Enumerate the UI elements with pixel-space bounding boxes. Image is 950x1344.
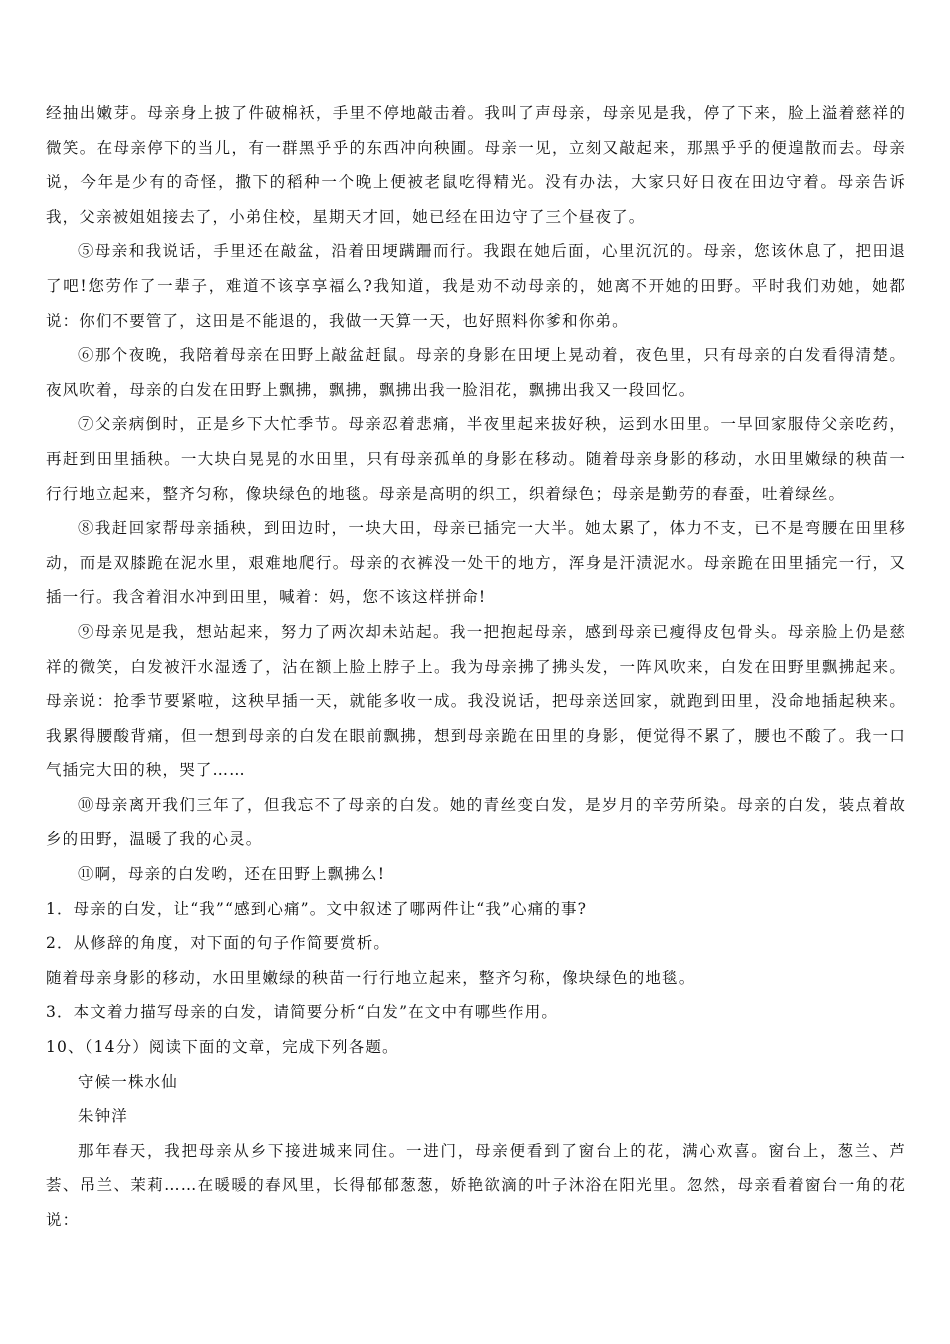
article-author: 朱钟洋	[78, 1107, 128, 1126]
paragraph-7: ⑦父亲病倒时，正是乡下大忙季节。母亲忍着悲痛，半夜里起来拔好秧，运到水田里。一早回家服侍父亲吃药，再赶到田里插秧。一大块白晃晃的水田里，只有母亲孤单的身影在移动。随着母亲身影的移动，水田里嫩绿的秧苗一行行地立起来，整齐匀称，像块绿色的地毯。母亲是高明的织工，织着绿色；母亲是勤劳的春蚕，吐着绿丝。	[46, 415, 906, 503]
question-3: 3．本文着力描写母亲的白发，请简要分析“白发”在文中有哪些作用。	[46, 1003, 559, 1022]
question-2-sentence: 随着母亲身影的移动，水田里嫩绿的秧苗一行行地立起来，整齐匀称，像块绿色的地毯。	[46, 968, 696, 987]
article-paragraph-1: 那年春天，我把母亲从乡下接进城来同住。一进门，母亲便看到了窗台上的花，满心欢喜。窗台上，葱兰、芦荟、吊兰、茉莉……在暖暖的春风里，长得郁郁葱葱，娇艳欲滴的叶子沐浴在阳光里。忽然，母亲看着窗台一角的花说：	[46, 1141, 906, 1229]
document-page	[46, 96, 906, 1238]
paragraph-6: ⑥那个夜晚，我陪着母亲在田野上敲盆赶鼠。母亲的身影在田埂上晃动着，夜色里，只有母亲的白发看得清楚。夜风吹着，母亲的白发在田野上飘拂，飘拂，飘拂出我一脸泪花，飘拂出我又一段回忆。	[46, 346, 906, 399]
question-2: 2．从修辞的角度，对下面的句子作简要赏析。	[46, 934, 391, 953]
paragraph-9: ⑨母亲见是我，想站起来，努力了两次却未站起。我一把抱起母亲，感到母亲已瘦得皮包骨头。母亲脸上仍是慈祥的微笑，白发被汗水湿透了，沾在额上脸上脖子上。我为母亲拂了拂头发，一阵风吹来，白发在田野里飘拂起来。母亲说：抢季节要紧啦，这秧早插一天，就能多收一成。我没说话，把母亲送回家，就跑到田里，没命地插起秧来。我累得腰酸背痛，但一想到母亲的白发在眼前飘拂，想到母亲跪在田里的身影，便觉得不累了，腰也不酸了。我一口气插完大田的秧，哭了……	[46, 622, 906, 780]
paragraph-11: ⑪啊，母亲的白发哟，还在田野上飘拂么!	[78, 865, 386, 884]
paragraph-10: ⑩母亲离开我们三年了，但我忘不了母亲的白发。她的青丝变白发，是岁月的辛劳所染。母亲的白发，装点着故乡的田野，温暖了我的心灵。	[46, 795, 906, 849]
paragraph-4-continued: 经抽出嫩芽。母亲身上披了件破棉袄，手里不停地敲击着。我叫了声母亲，母亲见是我，停了下来，脸上溢着慈祥的微笑。在母亲停下的当儿，有一群黑乎乎的东西冲向秧圃。母亲一见，立刻又敲起来，那黑乎乎的便遑散而去。母亲说，今年是少有的奇怪，撒下的稻种一个晚上便被老鼠吃得精光。没有办法，大家只好日夜在田边守着。母亲告诉我，父亲被姐姐接去了，小弟住校，星期天才回，她已经在田边守了三个昼夜了。	[46, 104, 906, 226]
article-title: 守候一株水仙	[78, 1072, 178, 1091]
question-1: 1．母亲的白发，让“我”“感到心痛”。文中叙述了哪两件让“我”心痛的事?	[46, 899, 588, 918]
paragraph-5: ⑤母亲和我说话，手里还在敲盆，沿着田埂蹒跚而行。我跟在她后面，心里沉沉的。母亲，您该休息了，把田退了吧!您劳作了一辈子，难道不该享享福么?我知道，我是劝不动母亲的，她离不开她的田野。平时我们劝她，她都说：你们不要管了，这田是不能退的，我做一天算一天，也好照料你爹和你弟。	[46, 242, 906, 330]
paragraph-8: ⑧我赶回家帮母亲插秧，到田边时，一块大田，母亲已插完一大半。她太累了，体力不支，已不是弯腰在田里移动，而是双膝跪在泥水里，艰难地爬行。母亲的衣裤没一处干的地方，浑身是汗渍泥水。母亲跪在田里插完一行，又插一行。我含着泪水冲到田里，喊着：妈，您不该这样拼命!	[46, 519, 906, 607]
section-10-heading: 10、（14分）阅读下面的文章，完成下列各题。	[46, 1038, 399, 1057]
